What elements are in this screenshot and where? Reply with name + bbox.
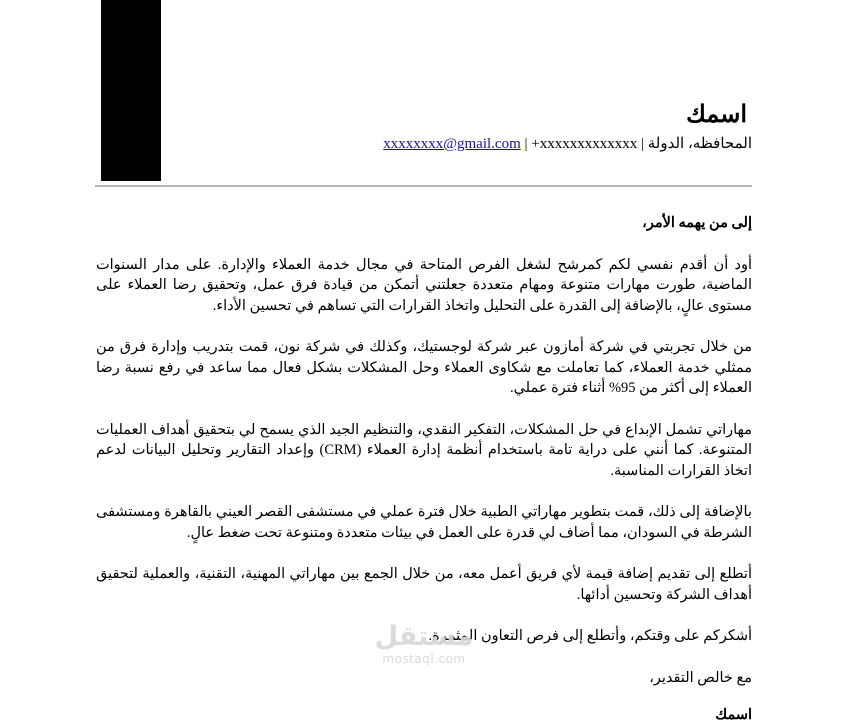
phone-text: +xxxxxxxxxxxxx xyxy=(531,136,638,152)
address-text: المحافظه، الدولة xyxy=(647,136,752,152)
paragraph-medical: بالإضافة إلى ذلك، قمت بتطوير مهاراتي الطبية خلال فترة عملي في مستشفى القصر العيني بالقاهرة ومستشفى الشرطة في السودان، مما أضاف لي قدرة على العمل في بيئات متعددة ومتنوعة تحت ضغط عالٍ. xyxy=(96,504,752,541)
email-link[interactable]: xxxxxxxx@gmail.com xyxy=(383,136,521,152)
separator: | xyxy=(524,136,528,152)
greeting: إلى من يهمه الأمر، xyxy=(642,215,752,231)
watermark-latin: mostaql.com xyxy=(382,652,466,666)
signature: اسمك xyxy=(715,707,752,723)
closing: مع خالص التقدير، xyxy=(649,669,752,686)
header-divider xyxy=(95,185,752,187)
paragraph-experience: من خلال تجربتي في شركة أمازون عبر شركة لوجستيك، وكذلك في شركة نون، قمت بتدريب وإدارة فرق من ممثلي خدمة العملاء، كما تعاملت مع شكاوى العملاء وحل المشكلات بشكل فعال مما ساعد في رفع نسبة رضا العملاء إلى أكثر من 95% أثناء فترة عملي. xyxy=(96,339,752,396)
paragraph-thanks: أشكركم على وقتكم، وأتطلع إلى فرص التعاون المثمرة. xyxy=(428,628,752,644)
separator: | xyxy=(640,136,644,152)
paragraph-intro: أود أن أقدم نفسي لكم كمرشح لشغل الفرص المتاحة في مجال خدمة العملاء والإدارة. على مدار السنوات الماضية، طورت مهارات متنوعة ومهام متعددة جعلتني أتمكن من قيادة فرق عمل، وتحقيق رضا العملاء على مستوى عالٍ، بالإضافة إلى القدرة على التحليل واتخاذ القرارات التي تساهم في تحسين الأداء. xyxy=(96,256,752,314)
paragraph-skills: مهاراتي تشمل الإبداع في حل المشكلات، التفكير النقدي، والتنظيم الجيد الذي يسمح لي بتحقيق أهداف العمليات المتنوعة. كما أنني على دراية تامة باستخدام أنظمة إدارة العملاء (CRM) وإعداد التقارير وتحليل البيانات لدعم اتخاذ القرارات المناسبة. xyxy=(96,421,752,479)
watermark-arabic: مستقل xyxy=(374,621,474,652)
applicant-name: اسمك xyxy=(686,102,747,128)
contact-line xyxy=(383,134,752,153)
mostaql-watermark xyxy=(372,622,476,666)
paragraph-aspiration: أتطلع إلى تقديم إضافة قيمة لأي فريق أعمل معه، من خلال الجمع بين مهاراتي المهنية، التقنية، والعملية لتحقيق أهداف الشركة وتحسين أدائها. xyxy=(96,566,752,603)
photo-placeholder xyxy=(101,0,161,181)
